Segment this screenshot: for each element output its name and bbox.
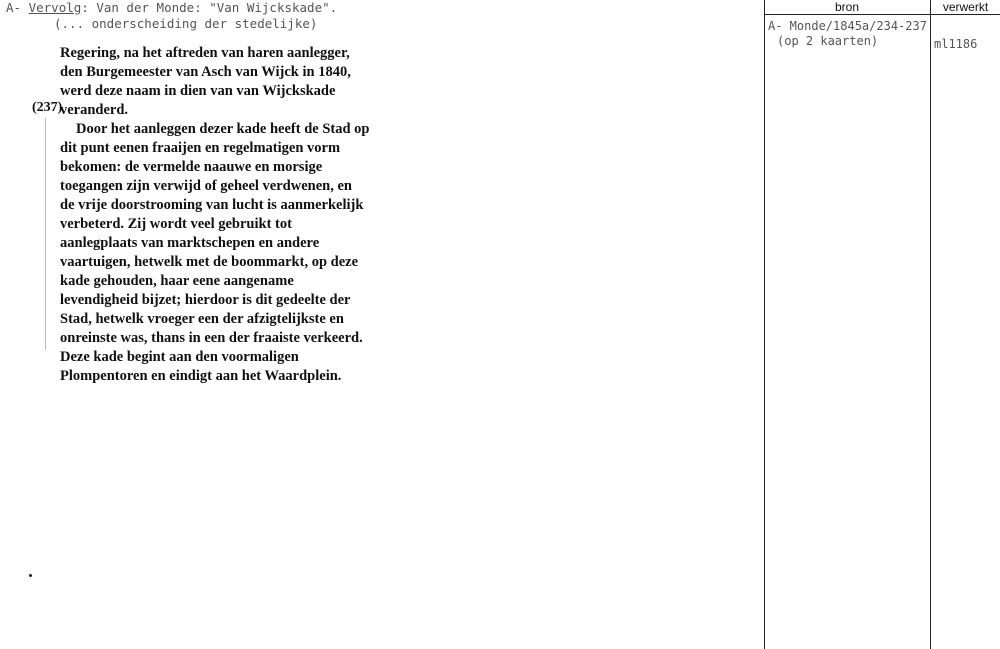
margin-line — [45, 118, 46, 350]
table-divider — [930, 0, 931, 649]
column-header-verwerkt: verwerkt — [942, 0, 989, 14]
table-left-border — [764, 0, 765, 649]
paragraph-2: Door het aanleggen dezer kade heeft de Stad op dit punt eenen fraaijen en regelmatigen vorm bekomen: de vermelde naauwe en morsige toegangen zijn verwijd of geheel verdwenen, en de vrije doorstrooming van lucht is aanmerkelijk verbeterd. Zij wordt veel gebruikt tot aanlegplaats van marktschepen en andere vaartuigen, hetwelk met de boommarkt, op deze kade gehouden, haar eene aangename levendigheid bijzet; hierdoor is dit gedeelte der Stad, hetwelk vroeger een der afzigtelijkste en onreinste was, thans in een der fraaiste verkeerd. Deze kade begint aan den voormaligen Plompentoren en eindigt aan het Waardplein. — [60, 121, 370, 384]
header-prefix: A- — [6, 0, 22, 15]
header-continuation: (... onderscheiding der stedelijke) — [54, 16, 318, 31]
printed-text-block — [60, 44, 370, 386]
verwerkt-cell: ml1186 — [934, 37, 978, 51]
page-marker: (237) — [32, 100, 63, 115]
dot-mark — [29, 574, 32, 577]
table-header-line — [764, 14, 1000, 15]
column-header-bron: bron — [834, 0, 860, 14]
header-title: : Van der Monde: "Van Wijckskade". — [81, 0, 338, 15]
bron-cell-line1: A- Monde/1845a/234-237 — [768, 19, 927, 33]
paragraph-1: Regering, na het aftreden van haren aanlegger, den Burgemeester van Asch van Wijck in 1840, werd deze naam in dien van van Wijckskade veranderd. — [60, 45, 351, 118]
bron-cell-line2: (op 2 kaarten) — [777, 34, 879, 48]
header-vervolg: Vervolg — [28, 0, 82, 15]
document-header — [6, 0, 337, 15]
